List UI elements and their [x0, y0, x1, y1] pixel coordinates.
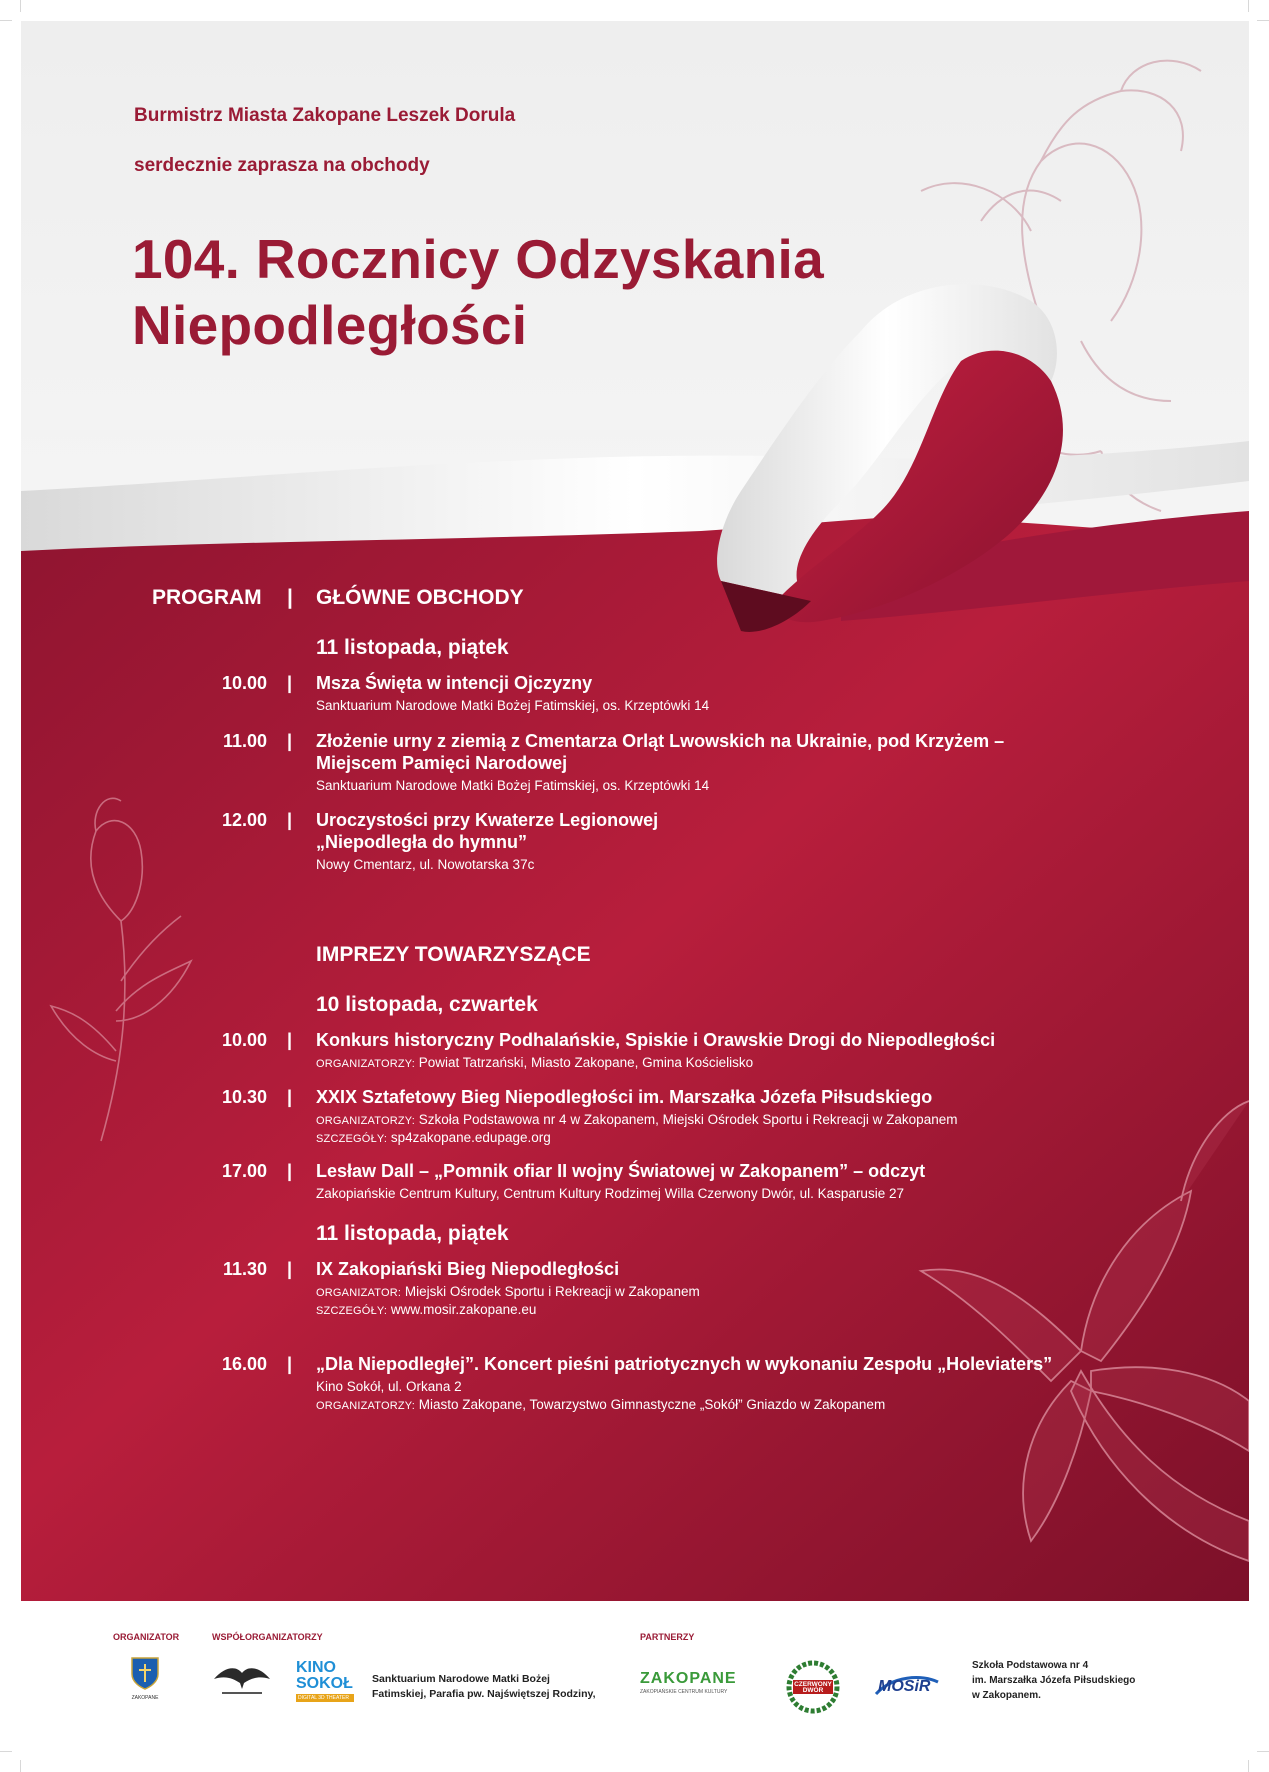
sokol-logo-tag: DIGITAL 3D THEATER [296, 1694, 354, 1702]
sokol-logo-line1: KINO [296, 1659, 336, 1676]
coorganizers-label: WSPÓŁORGANIZATORZY [212, 1632, 323, 1642]
invite-line: serdecznie zaprasza na obchody [134, 155, 430, 176]
separator: | [287, 1354, 293, 1374]
org-text: Miasto Zakopane, Towarzystwo Gimnastyczne „Sokół” Gniazdo w Zakopanem [418, 1397, 886, 1412]
event-title: Złożenie urny z ziemią z Cmentarza Orląt Lwowskich na Ukrainie, pod Krzyżem – [316, 731, 1005, 751]
organizer-label: ORGANIZATOR [113, 1632, 180, 1642]
zakopane-logo-text: ZAKOPANE [640, 1670, 737, 1687]
coorganizers-text [372, 1672, 596, 1702]
separator: | [287, 1087, 293, 1107]
czerwony-logo-line2: DWÓR [802, 1687, 824, 1694]
event-title: Konkurs historyczny Podhalańskie, Spiskie i Orawskie Drogi do Niepodległości [316, 1030, 996, 1050]
crop-mark [20, 0, 21, 12]
details-link[interactable]: sp4zakopane.edupage.org [390, 1130, 551, 1145]
crop-mark [20, 1760, 21, 1772]
event-organizers [316, 1283, 700, 1302]
school-line3: w Zakopanem. [972, 1690, 1041, 1701]
czerwony-dwor-logo [786, 1660, 840, 1714]
details-label: SZCZEGÓŁY: [316, 1305, 388, 1317]
separator: | [287, 586, 293, 609]
event-details [316, 1129, 551, 1148]
school-line2: im. Marszałka Józefa Piłsudskiego [972, 1675, 1136, 1686]
event-time: 12.00 [221, 810, 267, 830]
zakopane-culture-center-logo [640, 1670, 750, 1704]
event-place: Sanktuarium Narodowe Matki Bożej Fatimskiej, os. Krzeptówki 14 [316, 698, 710, 713]
event-place: Nowy Cmentarz, ul. Nowotarska 37c [316, 857, 535, 872]
separator: | [287, 1030, 293, 1050]
crop-mark [0, 20, 12, 21]
org-text: Powiat Tatrzański, Miasto Zakopane, Gmina Kościelisko [418, 1055, 754, 1070]
main-date: 11 listopada, piątek [316, 636, 509, 659]
coorg-text-line2: Fatimskiej, Parafia pw. Najświętszej Rodziny, [372, 1688, 596, 1700]
host-line: Burmistrz Miasta Zakopane Leszek Dorula [134, 105, 516, 126]
event-place: Zakopiańskie Centrum Kultury, Centrum Kultury Rodzimej Willa Czerwony Dwór, ul. Kasparusie 27 [316, 1186, 904, 1201]
side-date: 11 listopada, piątek [316, 1222, 509, 1245]
org-text: Miejski Ośrodek Sportu i Rekreacji w Zakopanem [404, 1284, 700, 1299]
org-label: ORGANIZATORZY: [316, 1115, 415, 1127]
eagle-logo [208, 1657, 276, 1699]
event-title: XXIX Sztafetowy Bieg Niepodległości im. Marszałka Józefa Piłsudskiego [316, 1087, 933, 1107]
sokol-logo-line2: SOKOŁ [296, 1675, 353, 1692]
kino-sokol-logo [296, 1660, 354, 1706]
event-time: 10.00 [221, 673, 267, 693]
organizer-logo-text: ZAKOPANE [131, 1695, 159, 1701]
main-heading: GŁÓWNE OBCHODY [316, 586, 524, 609]
org-label: ORGANIZATORZY: [316, 1400, 415, 1412]
title-line-1: 104. Rocznicy Odzyskania [132, 228, 824, 290]
crop-mark [1257, 20, 1269, 21]
org-text: Szkoła Podstawowa nr 4 w Zakopanem, Miejski Ośrodek Sportu i Rekreacji w Zakopanem [418, 1112, 958, 1127]
zakopane-logo-sub: ZAKOPIAŃSKIE CENTRUM KULTURY [640, 1689, 728, 1695]
mosir-logo-text: MOSiR [878, 1678, 931, 1695]
event-title: Lesław Dall – „Pomnik ofiar II wojny Światowej w Zakopanem” – odczyt [316, 1161, 926, 1181]
details-link[interactable]: www.mosir.zakopane.eu [390, 1302, 537, 1317]
separator: | [287, 1161, 293, 1181]
details-label: SZCZEGÓŁY: [316, 1133, 388, 1145]
org-label: ORGANIZATORZY: [316, 1058, 415, 1070]
side-heading: IMPREZY TOWARZYSZĄCE [316, 943, 591, 966]
event-time: 11.00 [222, 731, 267, 751]
org-label: ORGANIZATOR: [316, 1287, 402, 1299]
czerwony-logo-line1: CZERWONY [794, 1681, 832, 1688]
event-title: IX Zakopiański Bieg Niepodległości [316, 1259, 620, 1279]
partners-label: PARTNERZY [640, 1632, 695, 1642]
event-time: 11.30 [222, 1259, 267, 1279]
eagle-icon [208, 1657, 276, 1699]
crop-mark [1248, 1760, 1249, 1772]
separator: | [287, 673, 293, 693]
event-time: 10.30 [221, 1087, 267, 1107]
event-title: Miejscem Pamięci Narodowej [316, 753, 568, 773]
page-title [132, 226, 824, 358]
school-text [972, 1658, 1135, 1703]
school-line1: Szkoła Podstawowa nr 4 [972, 1660, 1089, 1671]
side-date: 10 listopada, czwartek [316, 993, 538, 1016]
event-time: 16.00 [221, 1354, 267, 1374]
shield-icon [130, 1656, 160, 1690]
event-organizers [316, 1396, 885, 1415]
event-title: „Dla Niepodległej”. Koncert pieśni patriotycznych w wykonaniu Zespołu „Holeviaters” [316, 1354, 1053, 1374]
mosir-logo [872, 1668, 942, 1704]
crop-mark [0, 1751, 12, 1752]
program-label: PROGRAM [152, 586, 262, 609]
event-time: 10.00 [221, 1030, 267, 1050]
crop-mark [1248, 0, 1249, 12]
event-place: Kino Sokół, ul. Orkana 2 [316, 1379, 462, 1394]
event-organizers [316, 1111, 957, 1130]
event-title: Uroczystości przy Kwaterze Legionowej [316, 810, 659, 830]
event-title: Msza Święta w intencji Ojczyzny [316, 673, 593, 693]
zakopane-coat-of-arms-logo [130, 1656, 160, 1701]
event-details [316, 1301, 536, 1320]
event-organizers [316, 1054, 753, 1073]
event-place: Sanktuarium Narodowe Matki Bożej Fatimskiej, os. Krzeptówki 14 [316, 778, 710, 793]
poster [21, 21, 1249, 1601]
separator: | [287, 810, 293, 830]
crop-mark [1257, 1751, 1269, 1752]
separator: | [287, 731, 293, 751]
title-line-2: Niepodległości [132, 294, 528, 356]
separator: | [287, 1259, 293, 1279]
event-time: 17.00 [221, 1161, 267, 1181]
coorg-text-line1: Sanktuarium Narodowe Matki Bożej [372, 1673, 550, 1685]
event-title: „Niepodległa do hymnu” [316, 832, 528, 852]
